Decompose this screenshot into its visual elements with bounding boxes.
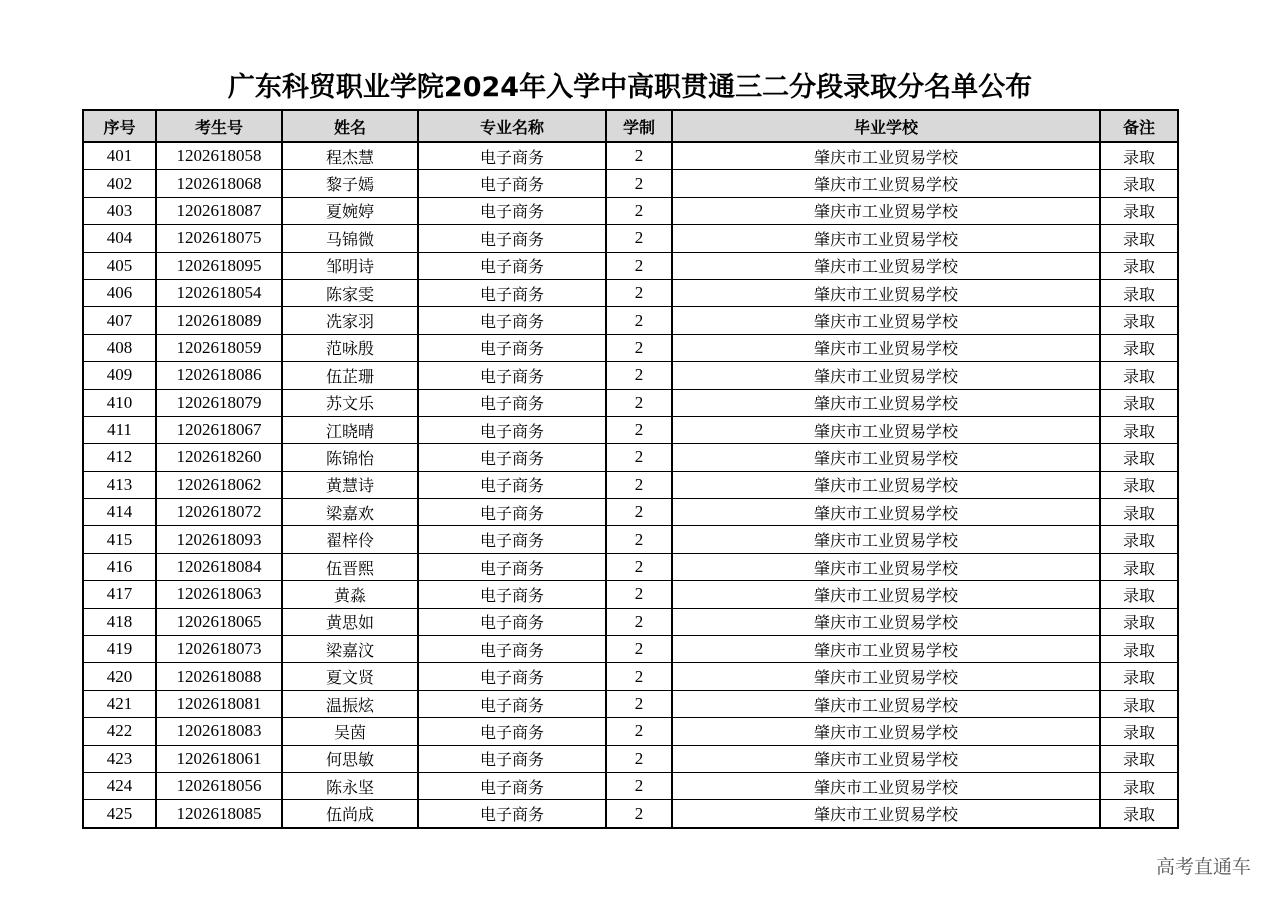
cell-major: 电子商务 xyxy=(418,772,606,799)
cell-remark: 录取 xyxy=(1100,663,1178,690)
cell-school: 肇庆市工业贸易学校 xyxy=(672,745,1100,772)
cell-school: 肇庆市工业贸易学校 xyxy=(672,416,1100,443)
cell-years: 2 xyxy=(606,444,672,471)
cell-exam-no: 1202618093 xyxy=(156,526,282,553)
watermark-text: 高考直通车 xyxy=(1155,856,1251,878)
cell-major: 电子商务 xyxy=(418,608,606,635)
cell-remark: 录取 xyxy=(1100,279,1178,306)
table-row xyxy=(83,636,1178,663)
cell-major: 电子商务 xyxy=(418,170,606,197)
table-row xyxy=(83,499,1178,526)
cell-school: 肇庆市工业贸易学校 xyxy=(672,718,1100,745)
cell-years: 2 xyxy=(606,334,672,361)
cell-remark: 录取 xyxy=(1100,745,1178,772)
cell-seq: 422 xyxy=(83,718,156,745)
cell-exam-no: 1202618065 xyxy=(156,608,282,635)
cell-remark: 录取 xyxy=(1100,307,1178,334)
cell-school: 肇庆市工业贸易学校 xyxy=(672,772,1100,799)
table-row xyxy=(83,553,1178,580)
cell-exam-no: 1202618084 xyxy=(156,553,282,580)
header-school: 毕业学校 xyxy=(672,110,1100,142)
cell-years: 2 xyxy=(606,553,672,580)
table-row xyxy=(83,197,1178,224)
cell-name: 江晓晴 xyxy=(282,416,418,443)
table-row xyxy=(83,170,1178,197)
cell-years: 2 xyxy=(606,252,672,279)
cell-name: 陈永坚 xyxy=(282,772,418,799)
cell-remark: 录取 xyxy=(1100,718,1178,745)
table-row xyxy=(83,471,1178,498)
cell-name: 翟梓伶 xyxy=(282,526,418,553)
table-row xyxy=(83,307,1178,334)
cell-exam-no: 1202618095 xyxy=(156,252,282,279)
cell-name: 夏文贤 xyxy=(282,663,418,690)
cell-exam-no: 1202618089 xyxy=(156,307,282,334)
cell-exam-no: 1202618056 xyxy=(156,772,282,799)
header-remark: 备注 xyxy=(1100,110,1178,142)
cell-seq: 425 xyxy=(83,800,156,828)
cell-remark: 录取 xyxy=(1100,471,1178,498)
cell-school: 肇庆市工业贸易学校 xyxy=(672,690,1100,717)
cell-major: 电子商务 xyxy=(418,416,606,443)
cell-years: 2 xyxy=(606,142,672,170)
cell-school: 肇庆市工业贸易学校 xyxy=(672,279,1100,306)
cell-remark: 录取 xyxy=(1100,499,1178,526)
cell-seq: 411 xyxy=(83,416,156,443)
table-row xyxy=(83,225,1178,252)
cell-name: 邹明诗 xyxy=(282,252,418,279)
cell-name: 程杰慧 xyxy=(282,142,418,170)
cell-name: 马锦微 xyxy=(282,225,418,252)
cell-name: 陈家雯 xyxy=(282,279,418,306)
cell-major: 电子商务 xyxy=(418,197,606,224)
cell-major: 电子商务 xyxy=(418,142,606,170)
table-row xyxy=(83,362,1178,389)
cell-years: 2 xyxy=(606,416,672,443)
cell-name: 夏婉婷 xyxy=(282,197,418,224)
cell-remark: 录取 xyxy=(1100,636,1178,663)
table-row xyxy=(83,334,1178,361)
cell-name: 吴茵 xyxy=(282,718,418,745)
cell-school: 肇庆市工业贸易学校 xyxy=(672,581,1100,608)
cell-major: 电子商务 xyxy=(418,636,606,663)
cell-years: 2 xyxy=(606,362,672,389)
header-major: 专业名称 xyxy=(418,110,606,142)
cell-exam-no: 1202618083 xyxy=(156,718,282,745)
table-row xyxy=(83,745,1178,772)
cell-years: 2 xyxy=(606,800,672,828)
cell-school: 肇庆市工业贸易学校 xyxy=(672,526,1100,553)
table-row xyxy=(83,663,1178,690)
cell-exam-no: 1202618072 xyxy=(156,499,282,526)
cell-exam-no: 1202618081 xyxy=(156,690,282,717)
cell-years: 2 xyxy=(606,581,672,608)
cell-school: 肇庆市工业贸易学校 xyxy=(672,362,1100,389)
cell-years: 2 xyxy=(606,690,672,717)
cell-exam-no: 1202618088 xyxy=(156,663,282,690)
cell-school: 肇庆市工业贸易学校 xyxy=(672,608,1100,635)
table-header-row xyxy=(83,110,1178,142)
cell-years: 2 xyxy=(606,389,672,416)
cell-remark: 录取 xyxy=(1100,772,1178,799)
cell-exam-no: 1202618075 xyxy=(156,225,282,252)
cell-school: 肇庆市工业贸易学校 xyxy=(672,197,1100,224)
cell-seq: 402 xyxy=(83,170,156,197)
cell-years: 2 xyxy=(606,225,672,252)
cell-seq: 405 xyxy=(83,252,156,279)
cell-seq: 423 xyxy=(83,745,156,772)
cell-major: 电子商务 xyxy=(418,663,606,690)
cell-exam-no: 1202618061 xyxy=(156,745,282,772)
page-title: 广东科贸职业学院2024年入学中高职贯通三二分段录取分名单公布 xyxy=(227,72,1033,103)
cell-major: 电子商务 xyxy=(418,334,606,361)
table-body xyxy=(83,142,1178,828)
header-name: 姓名 xyxy=(282,110,418,142)
cell-remark: 录取 xyxy=(1100,526,1178,553)
cell-major: 电子商务 xyxy=(418,690,606,717)
cell-major: 电子商务 xyxy=(418,471,606,498)
cell-seq: 403 xyxy=(83,197,156,224)
cell-years: 2 xyxy=(606,499,672,526)
table-row xyxy=(83,526,1178,553)
table-row xyxy=(83,279,1178,306)
cell-remark: 录取 xyxy=(1100,142,1178,170)
cell-seq: 419 xyxy=(83,636,156,663)
table-row xyxy=(83,800,1178,828)
cell-exam-no: 1202618054 xyxy=(156,279,282,306)
table-row xyxy=(83,416,1178,443)
cell-exam-no: 1202618063 xyxy=(156,581,282,608)
cell-seq: 415 xyxy=(83,526,156,553)
cell-remark: 录取 xyxy=(1100,800,1178,828)
cell-seq: 407 xyxy=(83,307,156,334)
cell-name: 黄淼 xyxy=(282,581,418,608)
cell-major: 电子商务 xyxy=(418,745,606,772)
table-row xyxy=(83,690,1178,717)
cell-name: 梁嘉汶 xyxy=(282,636,418,663)
cell-major: 电子商务 xyxy=(418,279,606,306)
cell-name: 伍尚成 xyxy=(282,800,418,828)
cell-seq: 404 xyxy=(83,225,156,252)
cell-seq: 413 xyxy=(83,471,156,498)
cell-school: 肇庆市工业贸易学校 xyxy=(672,499,1100,526)
table-row xyxy=(83,608,1178,635)
cell-name: 苏文乐 xyxy=(282,389,418,416)
cell-name: 冼家羽 xyxy=(282,307,418,334)
cell-school: 肇庆市工业贸易学校 xyxy=(672,636,1100,663)
cell-seq: 414 xyxy=(83,499,156,526)
cell-major: 电子商务 xyxy=(418,553,606,580)
cell-school: 肇庆市工业贸易学校 xyxy=(672,553,1100,580)
cell-years: 2 xyxy=(606,608,672,635)
cell-seq: 418 xyxy=(83,608,156,635)
table-row xyxy=(83,444,1178,471)
table-row xyxy=(83,772,1178,799)
cell-remark: 录取 xyxy=(1100,362,1178,389)
cell-school: 肇庆市工业贸易学校 xyxy=(672,307,1100,334)
cell-name: 梁嘉欢 xyxy=(282,499,418,526)
cell-years: 2 xyxy=(606,307,672,334)
header-years: 学制 xyxy=(606,110,672,142)
cell-major: 电子商务 xyxy=(418,800,606,828)
cell-seq: 406 xyxy=(83,279,156,306)
cell-remark: 录取 xyxy=(1100,197,1178,224)
cell-major: 电子商务 xyxy=(418,718,606,745)
cell-remark: 录取 xyxy=(1100,444,1178,471)
cell-major: 电子商务 xyxy=(418,499,606,526)
cell-exam-no: 1202618067 xyxy=(156,416,282,443)
cell-seq: 409 xyxy=(83,362,156,389)
cell-years: 2 xyxy=(606,526,672,553)
cell-years: 2 xyxy=(606,745,672,772)
cell-name: 黎子嫣 xyxy=(282,170,418,197)
cell-exam-no: 1202618062 xyxy=(156,471,282,498)
cell-school: 肇庆市工业贸易学校 xyxy=(672,389,1100,416)
cell-seq: 412 xyxy=(83,444,156,471)
table-row xyxy=(83,389,1178,416)
cell-school: 肇庆市工业贸易学校 xyxy=(672,170,1100,197)
table-row xyxy=(83,142,1178,170)
cell-seq: 424 xyxy=(83,772,156,799)
cell-remark: 录取 xyxy=(1100,608,1178,635)
cell-name: 黄慧诗 xyxy=(282,471,418,498)
cell-years: 2 xyxy=(606,718,672,745)
cell-exam-no: 1202618086 xyxy=(156,362,282,389)
header-exam-no: 考生号 xyxy=(156,110,282,142)
cell-exam-no: 1202618059 xyxy=(156,334,282,361)
cell-years: 2 xyxy=(606,636,672,663)
cell-major: 电子商务 xyxy=(418,389,606,416)
admission-table xyxy=(82,109,1179,829)
cell-school: 肇庆市工业贸易学校 xyxy=(672,334,1100,361)
cell-name: 何思敏 xyxy=(282,745,418,772)
cell-seq: 410 xyxy=(83,389,156,416)
cell-exam-no: 1202618087 xyxy=(156,197,282,224)
cell-exam-no: 1202618058 xyxy=(156,142,282,170)
cell-years: 2 xyxy=(606,663,672,690)
cell-exam-no: 1202618079 xyxy=(156,389,282,416)
cell-school: 肇庆市工业贸易学校 xyxy=(672,471,1100,498)
cell-remark: 录取 xyxy=(1100,690,1178,717)
cell-major: 电子商务 xyxy=(418,307,606,334)
cell-remark: 录取 xyxy=(1100,170,1178,197)
cell-seq: 421 xyxy=(83,690,156,717)
cell-school: 肇庆市工业贸易学校 xyxy=(672,252,1100,279)
cell-name: 陈锦怡 xyxy=(282,444,418,471)
cell-major: 电子商务 xyxy=(418,526,606,553)
cell-years: 2 xyxy=(606,772,672,799)
cell-exam-no: 1202618260 xyxy=(156,444,282,471)
cell-seq: 408 xyxy=(83,334,156,361)
cell-exam-no: 1202618085 xyxy=(156,800,282,828)
cell-years: 2 xyxy=(606,197,672,224)
cell-school: 肇庆市工业贸易学校 xyxy=(672,800,1100,828)
cell-years: 2 xyxy=(606,170,672,197)
cell-school: 肇庆市工业贸易学校 xyxy=(672,225,1100,252)
header-seq: 序号 xyxy=(83,110,156,142)
cell-school: 肇庆市工业贸易学校 xyxy=(672,444,1100,471)
cell-major: 电子商务 xyxy=(418,362,606,389)
cell-seq: 416 xyxy=(83,553,156,580)
cell-remark: 录取 xyxy=(1100,581,1178,608)
cell-remark: 录取 xyxy=(1100,389,1178,416)
cell-exam-no: 1202618068 xyxy=(156,170,282,197)
cell-years: 2 xyxy=(606,279,672,306)
cell-remark: 录取 xyxy=(1100,334,1178,361)
cell-remark: 录取 xyxy=(1100,225,1178,252)
cell-name: 黄思如 xyxy=(282,608,418,635)
cell-name: 伍晋熙 xyxy=(282,553,418,580)
table-row xyxy=(83,718,1178,745)
cell-name: 范咏殷 xyxy=(282,334,418,361)
cell-remark: 录取 xyxy=(1100,252,1178,279)
table-row xyxy=(83,581,1178,608)
cell-major: 电子商务 xyxy=(418,225,606,252)
cell-seq: 401 xyxy=(83,142,156,170)
cell-years: 2 xyxy=(606,471,672,498)
cell-major: 电子商务 xyxy=(418,252,606,279)
cell-name: 伍芷珊 xyxy=(282,362,418,389)
cell-school: 肇庆市工业贸易学校 xyxy=(672,663,1100,690)
cell-school: 肇庆市工业贸易学校 xyxy=(672,142,1100,170)
cell-remark: 录取 xyxy=(1100,416,1178,443)
cell-exam-no: 1202618073 xyxy=(156,636,282,663)
cell-name: 温振炫 xyxy=(282,690,418,717)
cell-seq: 420 xyxy=(83,663,156,690)
table-row xyxy=(83,252,1178,279)
cell-seq: 417 xyxy=(83,581,156,608)
cell-major: 电子商务 xyxy=(418,444,606,471)
cell-remark: 录取 xyxy=(1100,553,1178,580)
cell-major: 电子商务 xyxy=(418,581,606,608)
